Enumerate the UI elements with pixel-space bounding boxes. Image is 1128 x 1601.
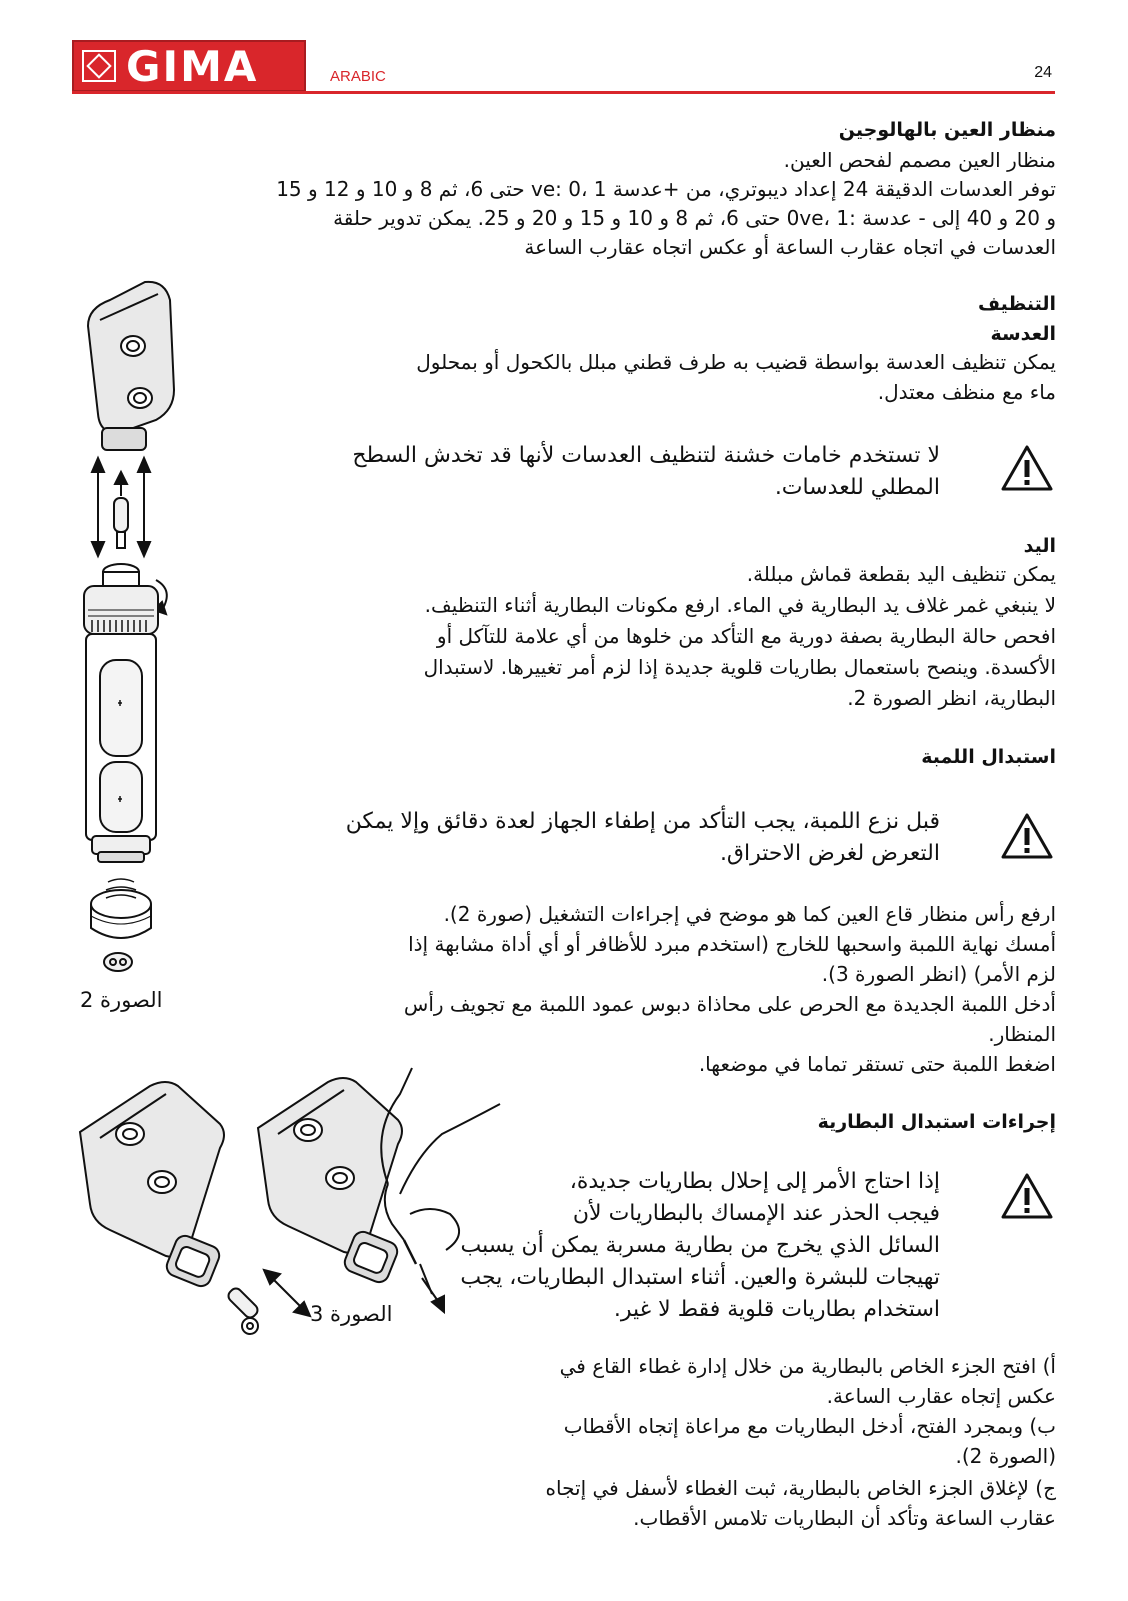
warning-line: استخدام بطاريات قلوية فقط لا غير. [613,1297,940,1322]
paragraph-line: أ) افتح الجزء الخاص بالبطارية من خلال إدارة غطاء القاع في [559,1354,1056,1378]
paragraph-line: عقارب الساعة وتأكد أن البطاريات تلامس الأقطاب. [633,1506,1056,1530]
section-title-ophthalmoscope: منظار العين بالهالوجين [838,119,1056,141]
header-rule [72,91,1055,94]
paragraph-line: ارفع رأس منظار قاع العين كما هو موضح في إجراءات التشغيل (صورة 2). [443,902,1056,926]
warning-triangle-icon [1000,444,1054,492]
warning-line: فيجب الحذر عند الإمساك بالبطاريات لأن [572,1201,940,1226]
warning-triangle-icon [1000,812,1054,860]
paragraph-line: منظار العين مصمم لفحص العين. [783,148,1056,172]
figure-3-caption: الصورة 3 [310,1302,393,1326]
paragraph-line: اضغط اللمبة حتى تستقر تماما في موضعها. [698,1052,1056,1076]
gima-logo [72,40,306,92]
warning-line: المطلي للعدسات. [774,475,940,500]
paragraph-line: توفر العدسات الدقيقة 24 إعداد ديبوتري، من +عدسة ve: 0، 1 حتى 6، ثم 8 و 10 و 12 و 15 [276,177,1056,201]
paragraph-line: البطارية، انظر الصورة 2. [847,686,1056,710]
paragraph-line: و 20 و 40 إلى - عدسة :0ve، 1 حتى 6، ثم 8 و 10 و 15 و 20 و 25. يمكن تدوير حلقة [333,206,1056,230]
paragraph-line: ماء مع منظف معتدل. [877,380,1056,404]
page-number: 24 [1034,64,1052,81]
paragraph-line: عكس إتجاه عقارب الساعة. [826,1384,1056,1408]
paragraph-line: لزم الأمر) (انظر الصورة 3). [821,962,1056,986]
paragraph-line: ب) وبمجرد الفتح، أدخل البطاريات مع مراعاة إتجاه الأقطاب [563,1414,1056,1438]
paragraph-line: (الصورة 2). [955,1444,1056,1468]
paragraph-line: لا ينبغي غمر غلاف يد البطارية في الماء. ارفع مكونات البطارية أثناء التنظيف. [424,593,1056,617]
warning-line: التعرض لغرض الاحتراق. [719,841,940,866]
warning-line: لا تستخدم خامات خشنة لتنظيف العدسات لأنها قد تخدش السطح [352,443,940,468]
gima-emblem-icon [82,50,116,82]
brand-name: GIMA [126,42,259,91]
paragraph-line: افحص حالة البطارية بصفة دورية مع التأكد من خلوها من أي علامة للتآكل أو [436,624,1056,648]
warning-line: إذا احتاج الأمر إلى إحلال بطاريات جديدة، [569,1169,940,1194]
subsection-title-handle: اليد [1023,535,1056,557]
paragraph-line: العدسات في اتجاه عقارب الساعة أو عكس اتجاه عقارب الساعة [524,235,1056,259]
language-label: ARABIC [330,68,386,85]
warning-triangle-icon [1000,1172,1054,1220]
paragraph-line: أدخل اللمبة الجديدة مع الحرص على محاذاة دبوس عمود اللمبة مع تجويف رأس [403,992,1056,1016]
subsection-title-lens: العدسة [990,323,1056,345]
paragraph-line: المنظار. [988,1022,1056,1046]
warning-line: تهيجات للبشرة والعين. أثناء استبدال البطاريات، يجب [460,1265,940,1290]
paragraph-line: يمكن تنظيف اليد بقطعة قماش مبللة. [746,562,1056,586]
warning-line: السائل الذي يخرج من بطارية مسربة يمكن أن يسبب [460,1233,940,1258]
figure-2-exploded-ophthalmoscope [70,280,200,990]
paragraph-line: أمسك نهاية اللمبة واسحبها للخارج (استخدم مبرد للأظافر أو أي أداة مشابهة إذا [408,932,1056,956]
paragraph-line: الأكسدة. وينصح باستعمال بطاريات قلوية جديدة إذا لزم أمر تغييرها. لاستبدال [423,655,1056,679]
section-title-cleaning: التنظيف [977,293,1056,315]
paragraph-line: ج) لإغلاق الجزء الخاص بالبطارية، ثبت الغطاء لأسفل في إتجاه [545,1476,1056,1500]
figure-2-caption: الصورة 2 [80,988,163,1012]
paragraph-line: يمكن تنظيف العدسة بواسطة قضيب به طرف قطني مبلل بالكحول أو بمحلول [416,350,1056,374]
figure-3-bulb-removal [70,1064,510,1354]
section-title-bulb: استبدال اللمبة [921,746,1056,768]
warning-line: قبل نزع اللمبة، يجب التأكد من إطفاء الجهاز لعدة دقائق وإلا يمكن [345,809,940,834]
section-title-battery: إجراءات استبدال البطارية [817,1111,1056,1133]
